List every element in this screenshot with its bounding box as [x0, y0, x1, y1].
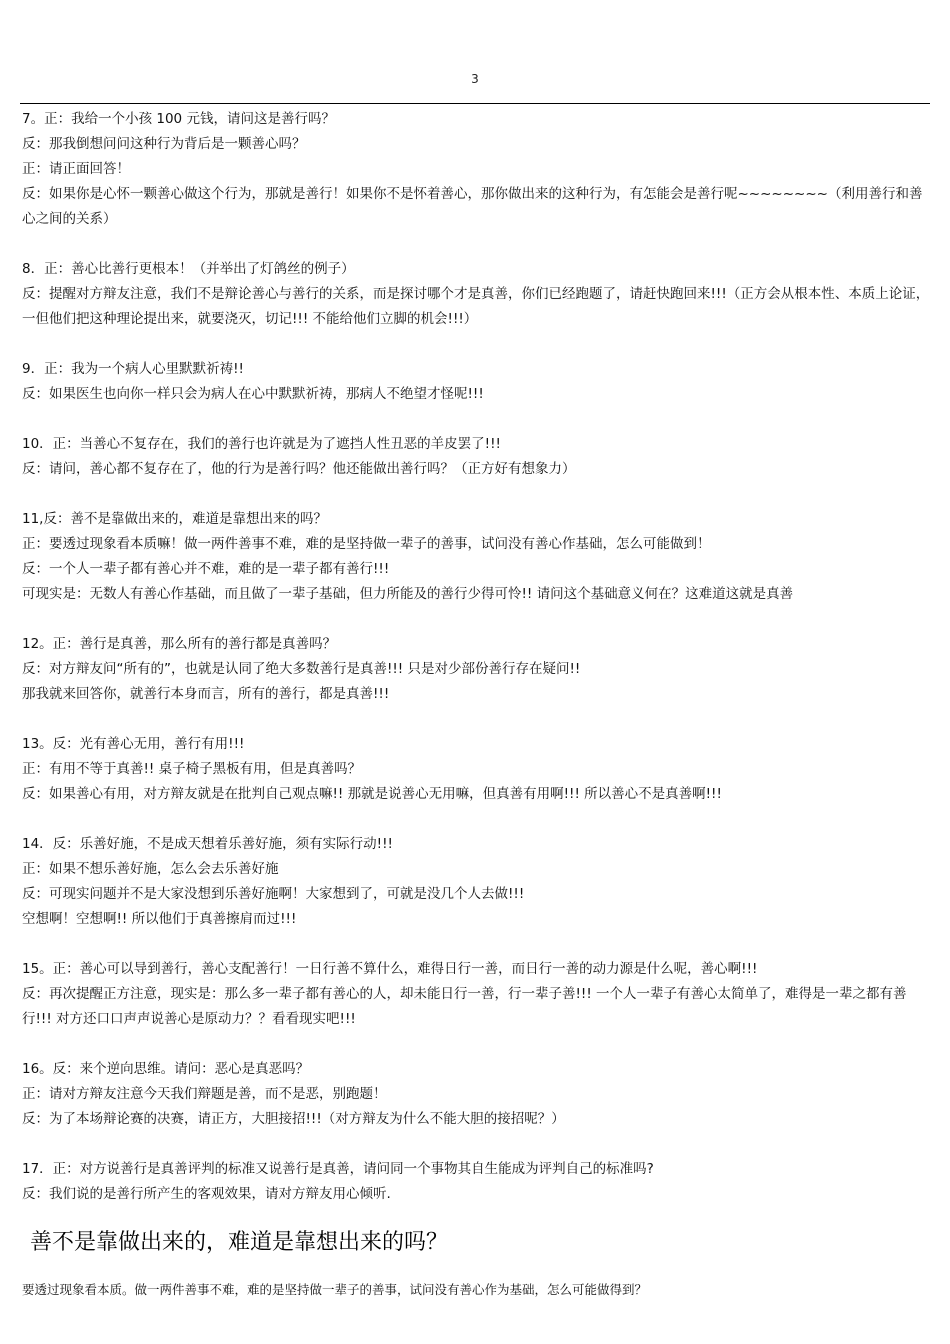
footer-paragraph: 要透过现象看本质。做一两件善事不难，难的是坚持做一辈子的善事，试问没有善心作为基础，怎么可能做得到？ — [22, 1282, 648, 1297]
debate-block-14 — [22, 832, 932, 932]
debate-line: 反：我们说的是善行所产生的客观效果，请对方辩友用心倾听. — [22, 1186, 391, 1202]
debate-block-16 — [22, 1057, 932, 1132]
debate-block-12 — [22, 632, 932, 707]
section-heading: 善不是靠做出来的，难道是靠想出来的吗？ — [30, 1230, 449, 1255]
debate-line: 8．正：善心比善行更根本！（并举出了灯鸽丝的例子） — [22, 261, 355, 277]
debate-block-7 — [22, 107, 932, 232]
header-rule — [20, 103, 930, 104]
debate-line: 14．反：乐善好施，不是成天想着乐善好施，须有实际行动!!! — [22, 836, 393, 852]
debate-block-13 — [22, 732, 932, 807]
debate-block-15 — [22, 957, 932, 1032]
debate-block-8 — [22, 257, 932, 332]
debate-block-17 — [22, 1157, 932, 1207]
debate-line: 空想啊！空想啊!! 所以他们于真善擦肩而过!!! — [22, 911, 297, 927]
debate-line: 反：对方辩友问“所有的”，也就是认同了绝大多数善行是真善!!! 只是对少部份善行存在疑问!! — [22, 661, 581, 677]
debate-line: 反：如果医生也向你一样只会为病人在心中默默祈祷，那病人不绝望才怪呢!!! — [22, 386, 484, 402]
debate-line: 反：为了本场辩论赛的决赛，请正方，大胆接招!!!（对方辩友为什么不能大胆的接招呢？） — [22, 1111, 565, 1127]
debate-line: 正：要透过现象看本质嘛！做一两件善事不难，难的是坚持做一辈子的善事，试问没有善心作基础，怎么可能做到！ — [22, 536, 711, 552]
debate-line: 正：如果不想乐善好施，怎么会去乐善好施 — [22, 861, 279, 877]
debate-line: 正：请正面回答！ — [22, 161, 130, 177]
debate-line: 17．正：对方说善行是真善评判的标准又说善行是真善，请问同一个事物其自生能成为评判自己的标准吗? — [22, 1161, 654, 1177]
debate-line: 11,反：善不是靠做出来的，难道是靠想出来的吗？ — [22, 511, 327, 527]
debate-line: 反：一个人一辈子都有善心并不难，难的是一辈子都有善行!!! — [22, 561, 390, 577]
debate-line: 16。反：来个逆向思维。请问：恶心是真恶吗？ — [22, 1061, 310, 1077]
debate-line: 反：请问，善心都不复存在了，他的行为是善行吗？他还能做出善行吗？（正方好有想象力） — [22, 461, 576, 477]
debate-line: 15。正：善心可以导到善行，善心支配善行！一日行善不算什么，难得日行一善，而日行一善的动力源是什么呢，善心啊!!! — [22, 961, 758, 977]
debate-line: 反：再次提醒正方注意，现实是：那么多一辈子都有善心的人，却未能日行一善，行一辈子善!!! 一个人一辈子有善心太简单了，难得是一辈之都有善行!!! 对方还口口声声说善心是原动力？？看看现实吧!!! — [22, 986, 907, 1027]
debate-line: 可现实是：无数人有善心作基础，而且做了一辈子基础，但力所能及的善行少得可怜!! 请问这个基础意义何在？这难道这就是真善 — [22, 586, 794, 602]
debate-line: 反：如果你是心怀一颗善心做这个行为，那就是善行！如果你不是怀着善心，那你做出来的这种行为，有怎能会是善行呢~~~~~~~~（利用善行和善心之间的关系） — [22, 186, 923, 227]
debate-line: 13。反：光有善心无用，善行有用!!! — [22, 736, 245, 752]
debate-line: 反：可现实问题并不是大家没想到乐善好施啊！大家想到了，可就是没几个人去做!!! — [22, 886, 525, 902]
page-number: 3 — [471, 72, 479, 86]
debate-block-11 — [22, 507, 932, 607]
debate-line: 正：有用不等于真善!! 桌子椅子黑板有用，但是真善吗？ — [22, 761, 362, 777]
debate-line: 反：那我倒想问问这种行为背后是一颗善心吗？ — [22, 136, 306, 152]
debate-line: 9．正：我为一个病人心里默默祈祷!! — [22, 361, 244, 377]
debate-line: 反：提醒对方辩友注意，我们不是辩论善心与善行的关系，而是探讨哪个才是真善，你们已经跑题了，请赶快跑回来!!!（正方会从根本性、本质上论证，一但他们把这种理论提出来，就要浇灭，切记!!! 不能给他们立脚的机会!!!） — [22, 286, 930, 327]
debate-block-10 — [22, 432, 932, 482]
debate-line: 那我就来回答你，就善行本身而言，所有的善行，都是真善!!! — [22, 686, 390, 702]
debate-line: 7。正：我给一个小孩 100 元钱，请问这是善行吗？ — [22, 111, 335, 127]
debate-block-9 — [22, 357, 932, 407]
debate-content — [22, 107, 932, 1232]
debate-line: 10．正：当善心不复存在，我们的善行也许就是为了遮挡人性丑恶的羊皮罢了!!! — [22, 436, 501, 452]
debate-line: 反：如果善心有用，对方辩友就是在批判自己观点嘛!! 那就是说善心无用嘛，但真善有用啊!!! 所以善心不是真善啊!!! — [22, 786, 722, 802]
debate-line: 12。正：善行是真善，那么所有的善行都是真善吗？ — [22, 636, 337, 652]
debate-line: 正：请对方辩友注意今天我们辩题是善，而不是恶，别跑题！ — [22, 1086, 387, 1102]
